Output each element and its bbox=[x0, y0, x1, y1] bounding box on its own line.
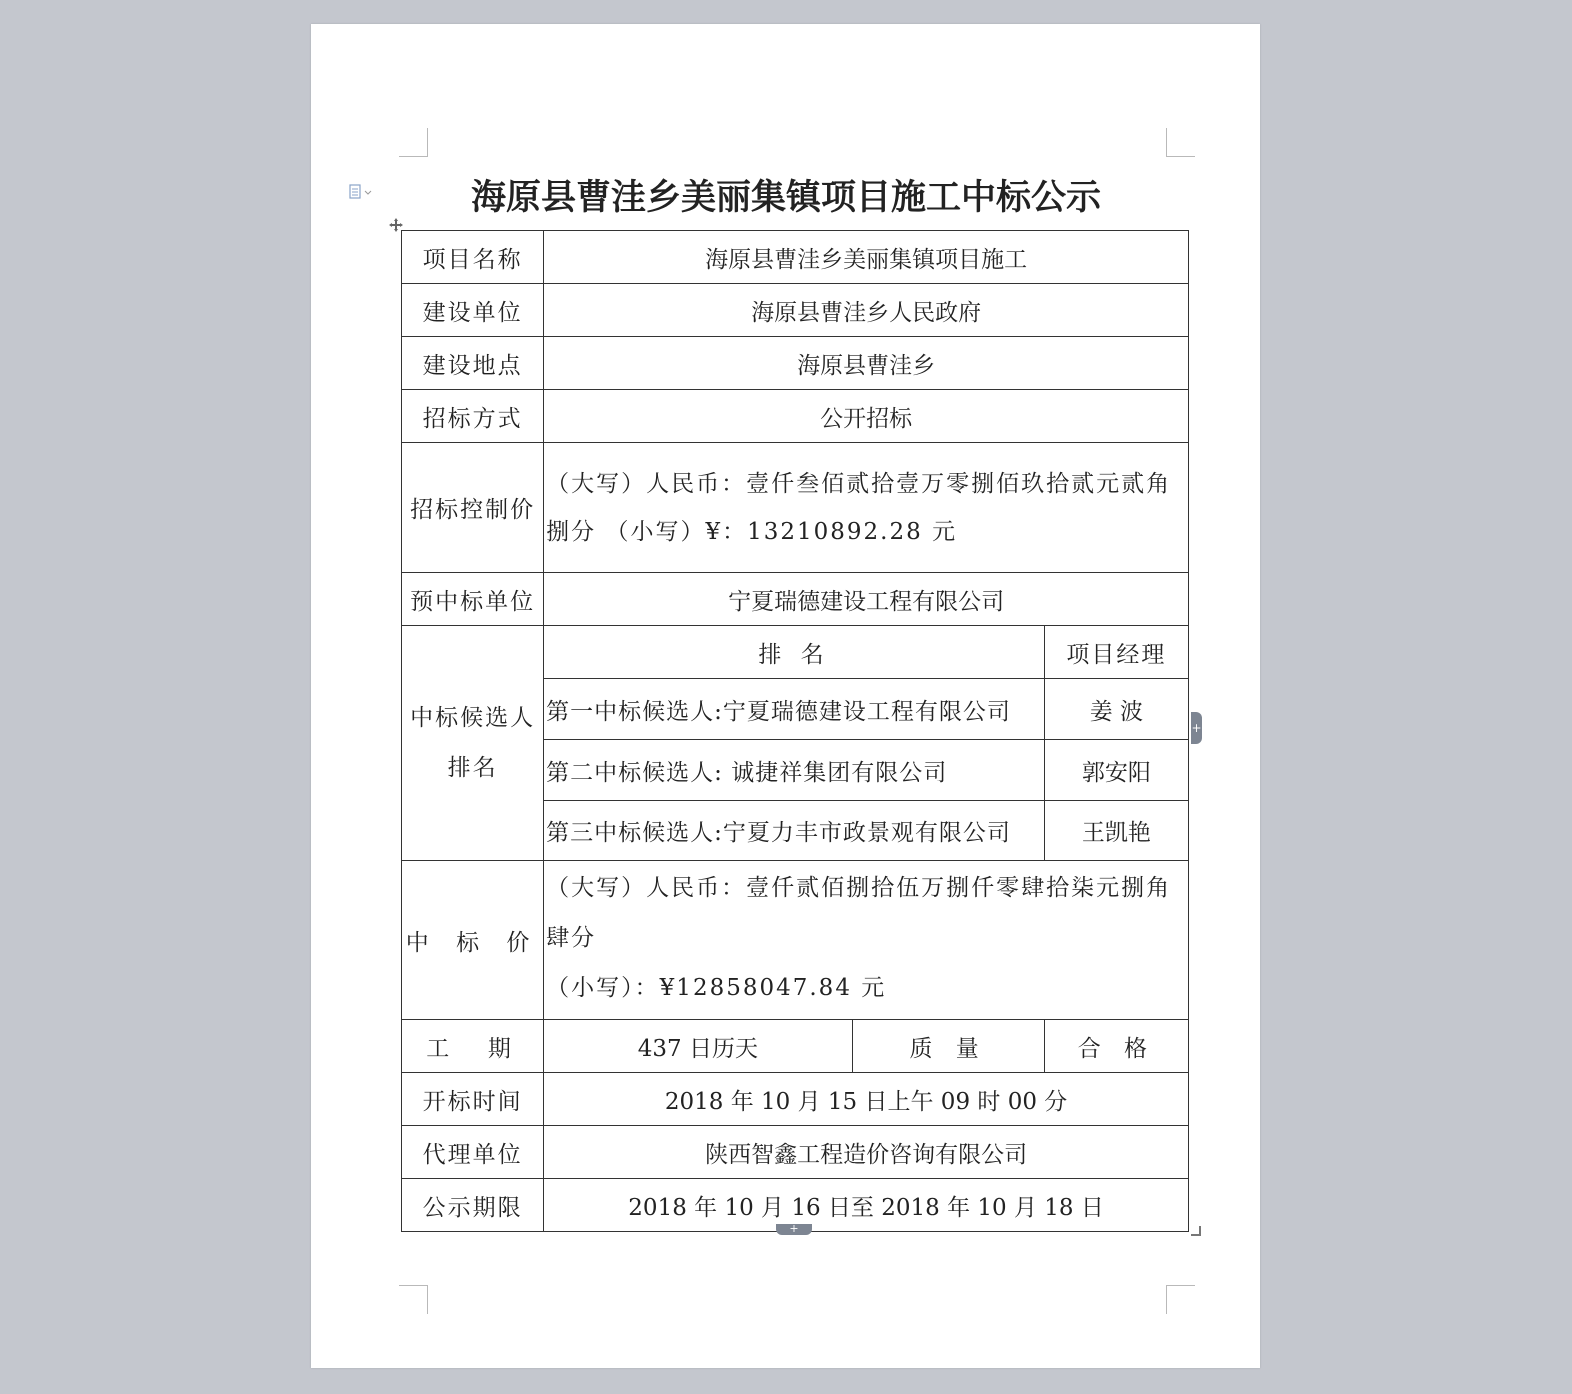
win-price-line1: （大写）人民币：壹仟贰佰捌拾伍万捌仟零肆拾柒元捌角肆分 bbox=[546, 875, 1172, 951]
row-label: 中 标 价 bbox=[402, 861, 544, 1020]
row-label: 建设单位 bbox=[402, 284, 544, 337]
row-label: 代理单位 bbox=[402, 1126, 544, 1179]
paragraph-doc-icon[interactable] bbox=[349, 184, 377, 200]
table-row bbox=[402, 443, 1189, 573]
bid-method-value: 公开招标 bbox=[544, 390, 1189, 443]
table-row bbox=[402, 861, 1189, 1020]
control-price-value: （大写）人民币：壹仟叁佰贰拾壹万零捌佰玖拾贰元贰角捌分 （小写）¥：13210892.28 元 bbox=[544, 443, 1189, 573]
rank-column-header: 排 名 bbox=[544, 626, 1045, 679]
builder-value: 海原县曹洼乡人民政府 bbox=[544, 284, 1189, 337]
row-label: 预中标单位 bbox=[402, 573, 544, 626]
table-resize-icon[interactable] bbox=[1191, 1226, 1201, 1236]
opening-time-value: 2018 年 10 月 15 日上午 09 时 00 分 bbox=[544, 1073, 1189, 1126]
row-label: 招标方式 bbox=[402, 390, 544, 443]
candidate-manager: 王凯艳 bbox=[1044, 801, 1188, 861]
win-price-line2: （小写）：¥12858047.84 元 bbox=[546, 975, 887, 1001]
table-row bbox=[402, 1020, 1189, 1073]
candidate-name: 第一中标候选人:宁夏瑞德建设工程有限公司 bbox=[544, 679, 1045, 740]
quality-label: 质 量 bbox=[852, 1020, 1044, 1073]
ranking-label-line1: 中标候选人 bbox=[410, 705, 536, 731]
page-title: 海原县曹洼乡美丽集镇项目施工中标公示 bbox=[470, 177, 1101, 218]
margin-corner-bottom-left bbox=[399, 1285, 428, 1314]
row-label: 工 期 bbox=[402, 1020, 544, 1073]
margin-corner-top-right bbox=[1166, 128, 1195, 157]
table-row bbox=[402, 390, 1189, 443]
candidate-manager: 郭安阳 bbox=[1044, 740, 1188, 801]
pre-winner-value: 宁夏瑞德建设工程有限公司 bbox=[544, 573, 1189, 626]
margin-corner-bottom-right bbox=[1166, 1285, 1195, 1314]
add-row-icon[interactable]: + bbox=[776, 1224, 812, 1235]
table-row bbox=[402, 1073, 1189, 1126]
win-price-value bbox=[544, 861, 1189, 1020]
row-label: 项目名称 bbox=[402, 231, 544, 284]
ranking-label bbox=[402, 626, 544, 861]
agent-value: 陕西智鑫工程造价咨询有限公司 bbox=[544, 1126, 1189, 1179]
add-column-icon[interactable]: + bbox=[1191, 712, 1202, 744]
candidate-name: 第三中标候选人:宁夏力丰市政景观有限公司 bbox=[544, 801, 1045, 861]
table-row bbox=[402, 231, 1189, 284]
table-row bbox=[402, 284, 1189, 337]
margin-corner-top-left bbox=[399, 128, 428, 157]
table-row bbox=[402, 337, 1189, 390]
document-page bbox=[311, 24, 1260, 1368]
row-label: 招标控制价 bbox=[402, 443, 544, 573]
location-value: 海原县曹洼乡 bbox=[544, 337, 1189, 390]
quality-value: 合 格 bbox=[1044, 1020, 1188, 1073]
table-row bbox=[402, 1126, 1189, 1179]
project-name-value: 海原县曹洼乡美丽集镇项目施工 bbox=[544, 231, 1189, 284]
row-label: 开标时间 bbox=[402, 1073, 544, 1126]
manager-column-header: 项目经理 bbox=[1044, 626, 1188, 679]
ranking-label-line2: 排名 bbox=[447, 755, 498, 781]
bid-result-table bbox=[401, 230, 1189, 1232]
notice-period-value: 2018 年 10 月 16 日至 2018 年 10 月 18 日 bbox=[544, 1179, 1189, 1232]
candidate-manager: 姜 波 bbox=[1044, 679, 1188, 740]
row-label: 建设地点 bbox=[402, 337, 544, 390]
row-label: 公示期限 bbox=[402, 1179, 544, 1232]
table-row bbox=[402, 573, 1189, 626]
table-row bbox=[402, 626, 1189, 679]
candidate-name: 第二中标候选人: 诚捷祥集团有限公司 bbox=[544, 740, 1045, 801]
duration-value: 437 日历天 bbox=[544, 1020, 852, 1073]
